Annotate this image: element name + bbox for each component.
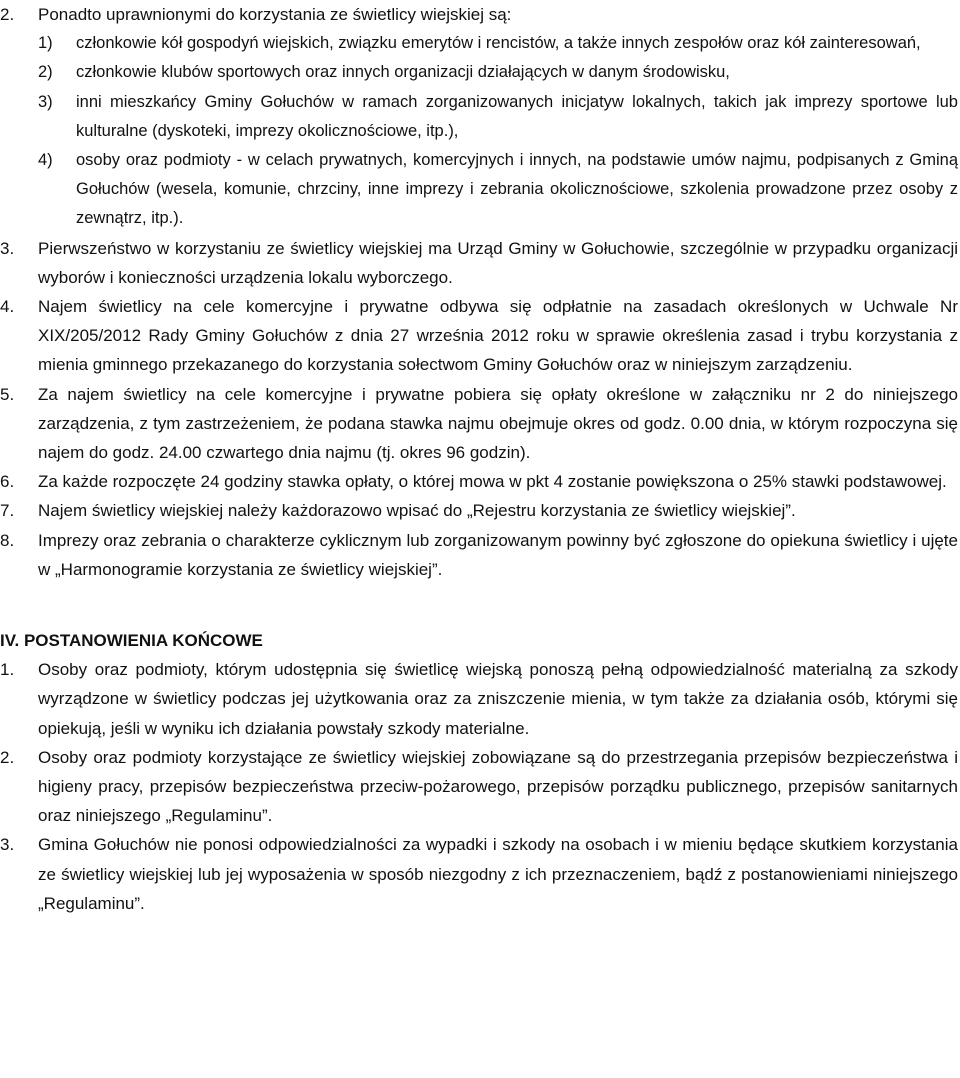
- paragraph-2: [0, 0, 960, 29]
- sub-item-2: [0, 58, 960, 87]
- sub-item-number: 4): [38, 151, 53, 170]
- item-text: Za najem świetlicy na cele komercyjne i prywatne pobiera się opłaty określone w załączniku nr 2 do niniejszego zarządzenia, z tym zastrzeżeniem, że podana stawka najmu obejmuje okres od godz. 0.00 dnia, w którym rozpoczyna się najem do godz. 24.00 czwartego dnia najmu (tj. okres 96 godzin).: [38, 384, 958, 463]
- paragraph-4: [0, 292, 960, 380]
- paragraph-8: [0, 526, 960, 584]
- paragraph-3: [0, 234, 960, 292]
- sub-item-4: [0, 146, 960, 234]
- item-text: Ponadto uprawnionymi do korzystania ze świetlicy wiejskiej są:: [38, 5, 512, 24]
- item-number: 5.: [0, 384, 15, 404]
- item-number: 2.: [0, 747, 15, 767]
- item-text: Osoby oraz podmioty korzystające ze świetlicy wiejskiej zobowiązane są do przestrzegania przepisów bezpieczeństwa i higieny pracy, przepisów bezpieczeństwa przeciw-pożarowego, przepisów porządku publicznego, przepisów sanitarnych oraz niniejszego „Regulaminu”.: [38, 747, 958, 826]
- sub-item-number: 1): [38, 34, 53, 53]
- item-number: 2.: [0, 5, 15, 24]
- item-text: Pierwszeństwo w korzystaniu ze świetlicy wiejskiej ma Urząd Gminy w Gołuchowie, szczególnie w przypadku organizacji wyborów i konieczności urządzenia lokalu wyborczego.: [38, 238, 958, 287]
- paragraph-6: [0, 467, 960, 496]
- item-text: Najem świetlicy na cele komercyjne i prywatne odbywa się odpłatnie na zasadach określonych w Uchwale Nr XIX/205/2012 Rady Gminy Gołuchów z dnia 27 września 2012 roku w sprawie określenia zasad i trybu korzystania z mienia gminnego przekazanego do korzystania sołectwom Gminy Gołuchów oraz w niniejszym zarządzeniu.: [38, 297, 958, 375]
- sub-item-1: [0, 29, 960, 58]
- item-number: 3.: [0, 835, 15, 855]
- item-number: 1.: [0, 660, 15, 680]
- item-number: 4.: [0, 297, 15, 317]
- final-paragraph-1: [0, 655, 960, 743]
- item-text: Imprezy oraz zebrania o charakterze cyklicznym lub zorganizowanym powinny być zgłoszone do opiekuna świetlicy i ujęte w „Harmonogramie korzystania ze świetlicy wiejskiej”.: [38, 530, 958, 579]
- item-number: 8.: [0, 530, 15, 550]
- sub-item-text: członkowie kół gospodyń wiejskich, związku emerytów i rencistów, a także innych zespołów oraz kół zainteresowań,: [76, 34, 921, 53]
- sub-item-text: członkowie klubów sportowych oraz innych organizacji działających w danym środowisku,: [76, 63, 730, 82]
- paragraph-5: [0, 380, 960, 468]
- final-paragraph-3: [0, 830, 960, 918]
- sub-item-text: inni mieszkańcy Gminy Gołuchów w ramach zorganizowanych inicjatyw lokalnych, takich jak imprezy sportowe lub kulturalne (dyskoteki, imprezy okolicznościowe, itp.),: [76, 92, 958, 140]
- paragraph-7: [0, 496, 960, 525]
- sub-item-3: [0, 88, 960, 146]
- final-paragraph-2: [0, 743, 960, 831]
- item-text: Najem świetlicy wiejskiej należy każdorazowo wpisać do „Rejestru korzystania ze świetlicy wiejskiej”.: [38, 501, 796, 521]
- item-number: 3.: [0, 238, 15, 258]
- section-heading: IV. POSTANOWIENIA KOŃCOWE: [0, 631, 263, 651]
- section-spacer: [0, 584, 960, 626]
- item-text: Za każde rozpoczęte 24 godziny stawka opłaty, o której mowa w pkt 4 zostanie powiększona o 25% stawki podstawowej.: [38, 472, 947, 492]
- item-text: Gmina Gołuchów nie ponosi odpowiedzialności za wypadki i szkody na osobach i w mieniu będące skutkiem korzystania ze świetlicy wiejskiej lub jej wyposażenia w sposób niezgodny z ich przeznaczeniem, bądź z postanowieniami niniejszego „Regulaminu”.: [38, 835, 958, 913]
- sub-item-text: osoby oraz podmioty - w celach prywatnych, komercyjnych i innych, na podstawie umów najmu, podpisanych z Gminą Gołuchów (wesela, komunie, chrzciny, inne imprezy i zebrania okolicznościowe, szkolenia prowadzone przez osoby z zewnątrz, itp.).: [76, 151, 958, 228]
- sub-item-number: 2): [38, 63, 53, 82]
- item-number: 6.: [0, 472, 15, 492]
- item-text: Osoby oraz podmioty, którym udostępnia się świetlicę wiejską ponoszą pełną odpowiedzialność materialną za szkody wyrządzone w świetlicy podczas jej użytkowania oraz za zniszczenie mienia, w tym także za działania osób, którymi się opiekują, jeśli w wyniku ich działania powstały szkody materialne.: [38, 660, 958, 738]
- item-number: 7.: [0, 501, 15, 521]
- sub-item-number: 3): [38, 92, 53, 111]
